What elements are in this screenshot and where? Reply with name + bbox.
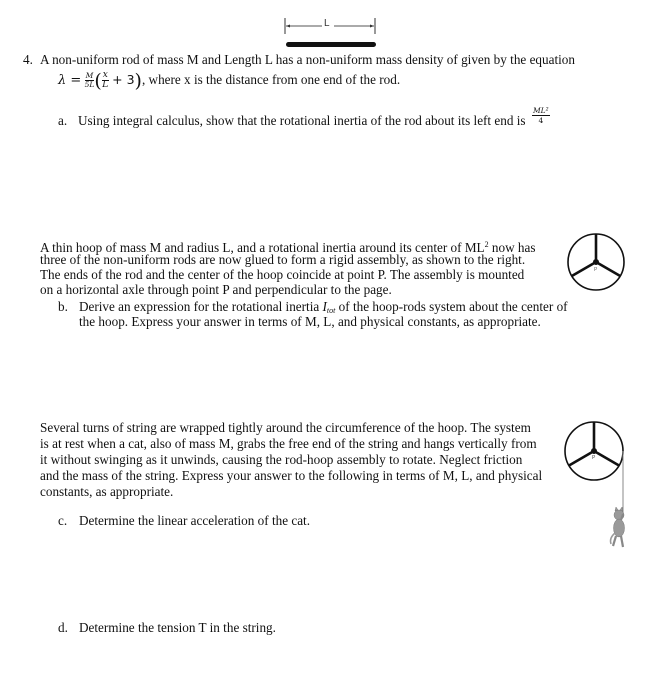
part-a-answer: $\frac{\text{ML²}}{4}$ bbox=[533, 106, 549, 125]
cat-paragraph-line4: and the mass of the string. Express your answer to the following in terms of M, L, and physical bbox=[40, 468, 543, 483]
cat-paragraph-line2: is at rest when a cat, also of mass M, grabs the free end of the string and hangs vertically from bbox=[40, 436, 537, 451]
problem-number: 4. bbox=[23, 52, 33, 67]
part-a-label: a. bbox=[58, 113, 68, 128]
inertia-symbol: I bbox=[322, 299, 327, 314]
hoop-point-p-label: P bbox=[594, 267, 598, 273]
part-d-text: Determine the tension T in the string. bbox=[79, 620, 276, 635]
equation-plus-term: + 3 bbox=[112, 72, 135, 87]
equation-inner-fraction: $\frac{x}{L}$ bbox=[102, 70, 109, 91]
equation-lhs: λ = bbox=[58, 73, 82, 88]
part-b-line1: Derive an expression for the rotational inertia $I_{tot}$ of the hoop-rods system about the center of bbox=[79, 299, 568, 315]
close-paren: ) bbox=[134, 69, 142, 92]
part-c-label: c. bbox=[58, 513, 68, 528]
hoop-cat-diagram bbox=[563, 420, 633, 555]
part-d-label: d. bbox=[58, 620, 68, 635]
hoop-cat-point-p-label: P bbox=[592, 455, 596, 461]
rod-length-label: L bbox=[324, 18, 330, 29]
hoop-paragraph-line2: three of the non-uniform rods are now glued to form a rigid assembly, as shown to the right. bbox=[40, 252, 526, 267]
part-a-text: Using integral calculus, show that the rotational inertia of the rod about its left end is bbox=[78, 113, 526, 128]
cat-icon bbox=[611, 507, 625, 547]
density-equation bbox=[58, 67, 400, 93]
equation-fraction: $\frac{M}{5L}$ bbox=[84, 71, 95, 90]
part-b-label: b. bbox=[58, 299, 68, 314]
hoop-paragraph-line1: A thin hoop of mass M and radius L, and a rotational inertia around its center of $ML^2$ now has bbox=[40, 240, 536, 255]
cat-paragraph-line3: it without swinging as it unwinds, causing the rod-hoop assembly to rotate. Neglect friction bbox=[40, 452, 523, 467]
cat-paragraph-line5: constants, as appropriate. bbox=[40, 484, 174, 499]
hoop-cat-icon bbox=[563, 420, 633, 555]
cat-paragraph-line1: Several turns of string are wrapped tightly around the circumference of the hoop. The system bbox=[40, 420, 531, 435]
rod-diagram bbox=[282, 14, 378, 50]
hoop-with-rods-icon bbox=[563, 232, 629, 292]
part-c-text: Determine the linear acceleration of the cat. bbox=[79, 513, 311, 528]
rod-dimension-icon bbox=[282, 14, 378, 50]
hoop-paragraph-line4: on a horizontal axle through point P and perpendicular to the page. bbox=[40, 282, 392, 297]
hoop-rods-diagram bbox=[563, 232, 629, 292]
problem-intro: A non-uniform rod of mass M and Length L has a non-uniform mass density of given by the equation bbox=[40, 52, 575, 67]
open-paren: ( bbox=[94, 69, 102, 92]
hoop-paragraph-line3: The ends of the rod and the center of the hoop coincide at point P. The assembly is mounted bbox=[40, 267, 525, 282]
equation-tail: , where x is the distance from one end of the rod. bbox=[141, 72, 401, 87]
part-b-line2: the hoop. Express your answer in terms of M, L, and physical constants, as appropriate. bbox=[79, 314, 541, 329]
